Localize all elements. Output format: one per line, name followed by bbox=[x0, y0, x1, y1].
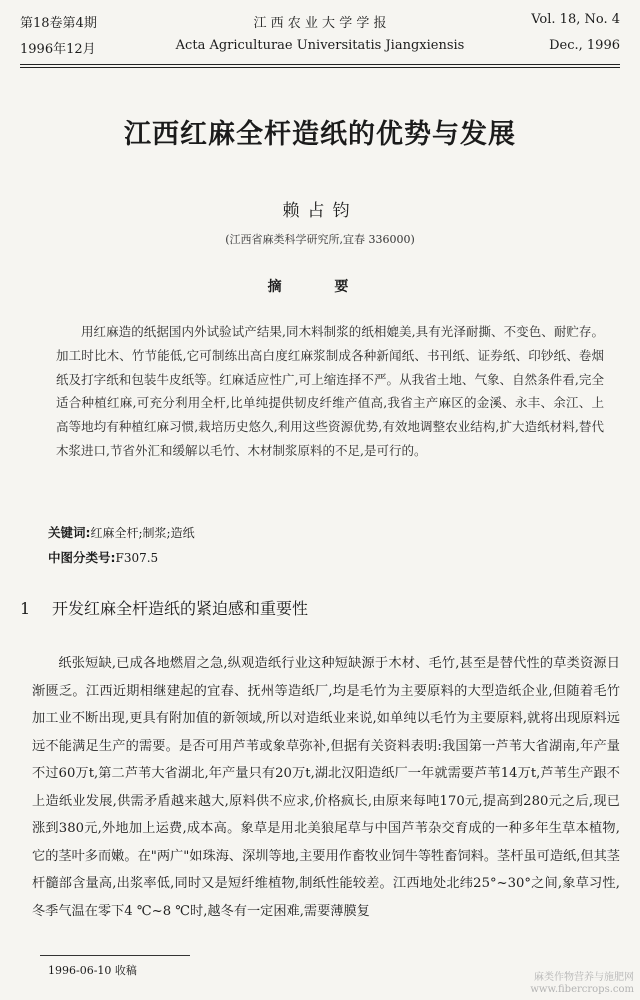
section-heading bbox=[20, 596, 308, 619]
watermark bbox=[530, 972, 634, 996]
paper-title: 江西红麻全杆造纸的优势与发展 bbox=[124, 119, 516, 150]
header-rule bbox=[20, 64, 620, 65]
section-number: 1 bbox=[20, 599, 31, 618]
watermark-name: 麻类作物营养与施肥网 bbox=[534, 972, 634, 983]
body-text bbox=[32, 650, 620, 925]
keywords-label: 关键词: bbox=[48, 525, 91, 540]
watermark-url: www.fibercrops.com bbox=[530, 984, 634, 995]
classification-value: F307.5 bbox=[115, 551, 159, 565]
classification-label: 中图分类号: bbox=[48, 550, 116, 565]
received-date: 1996-06-10 收稿 bbox=[48, 964, 137, 977]
abstract-heading: 摘 要 bbox=[267, 279, 373, 295]
keywords bbox=[48, 523, 195, 541]
volume-issue: 第18卷第4期 bbox=[20, 16, 97, 31]
classification bbox=[48, 548, 158, 566]
publication-date: 1996年12月 bbox=[20, 42, 96, 57]
publication-date-en: Dec., 1996 bbox=[549, 38, 620, 53]
author-affiliation: (江西省麻类科学研究所,宜春 336000) bbox=[225, 233, 415, 246]
volume-issue-en: Vol. 18, No. 4 bbox=[531, 12, 620, 27]
abstract-text: 用红麻造的纸据国内外试验试产结果,同木料制浆的纸相媲美,具有光泽耐撕、不变色、耐贮存。加工时比木、竹节能低,它可制练出高白度红麻浆制成各种新闻纸、书刊纸、证券纸、印钞纸、卷烟纸及打字纸和包装牛皮纸等。红麻适应性广,可上缩连择不严。从我省土地、气象、自然条件看,完全适合种植红麻,可充分利用全杆,比单纯提供韧皮纤维产值高,我省主产麻区的金溪、永丰、余江、上高等地均有种植红麻习惯,栽培历史悠久,利用这些资源优势,有效地调整农业结构,扩大造纸材料,替代木浆进口,节省外汇和缓解以毛竹、木材制浆原料的不足,是可行的。 bbox=[56, 324, 604, 458]
section-title: 开发红麻全杆造纸的紧迫感和重要性 bbox=[52, 599, 309, 618]
keywords-value: 红麻全杆;制浆;造纸 bbox=[90, 526, 195, 540]
header-rule-thin bbox=[20, 67, 620, 68]
body-paragraph: 纸张短缺,已成各地燃眉之急,纵观造纸行业这种短缺源于木材、毛竹,甚至是替代性的草类资源日渐匮乏。江西近期相继建起的宜春、抚州等造纸厂,均是毛竹为主要原料的大型造纸企业,但随着毛竹加工业不断出现,更具有附加值的新领域,所以对造纸业来说,如单纯以毛竹为主要原料,就将出现原料远远不能满足生产的需要。是否可用芦苇或象草弥补,但据有关资料表明:我国第一芦苇大省湖南,年产量不过60万t,第二芦苇大省湖北,年产量只有20万t,湖北汉阳造纸厂一年就需要芦苇14万t,芦苇生产跟不上造纸业发展,供需矛盾越来越大,原料供不应求,价格疯长,由原来每吨170元,提高到280元之后,现已涨到380元,外地加上运费,成本高。象草是用北美狼尾草与中国芦苇杂交育成的一种多年生草本植物,它的茎叶多而嫩。在"两广"如珠海、深圳等地,主要用作畜牧业饲牛等牲畜饲料。茎杆虽可造纸,但其茎杆髓部含量高,出浆率低,同时又是短纤维植物,制纸性能较差。江西地处北纬25°~30°之间,象草习性,冬季气温在零下4 ℃~8 ℃时,越冬有一定困难,需要薄膜复 bbox=[32, 656, 620, 919]
abstract bbox=[56, 320, 604, 463]
journal-name-en: Acta Agriculturae Universitatis Jiangxiensis bbox=[175, 38, 465, 53]
author-name: 赖占钧 bbox=[282, 201, 358, 221]
journal-name-cn: 江 西 农 业 大 学 学 报 bbox=[253, 16, 387, 31]
footnote-rule bbox=[40, 955, 190, 956]
